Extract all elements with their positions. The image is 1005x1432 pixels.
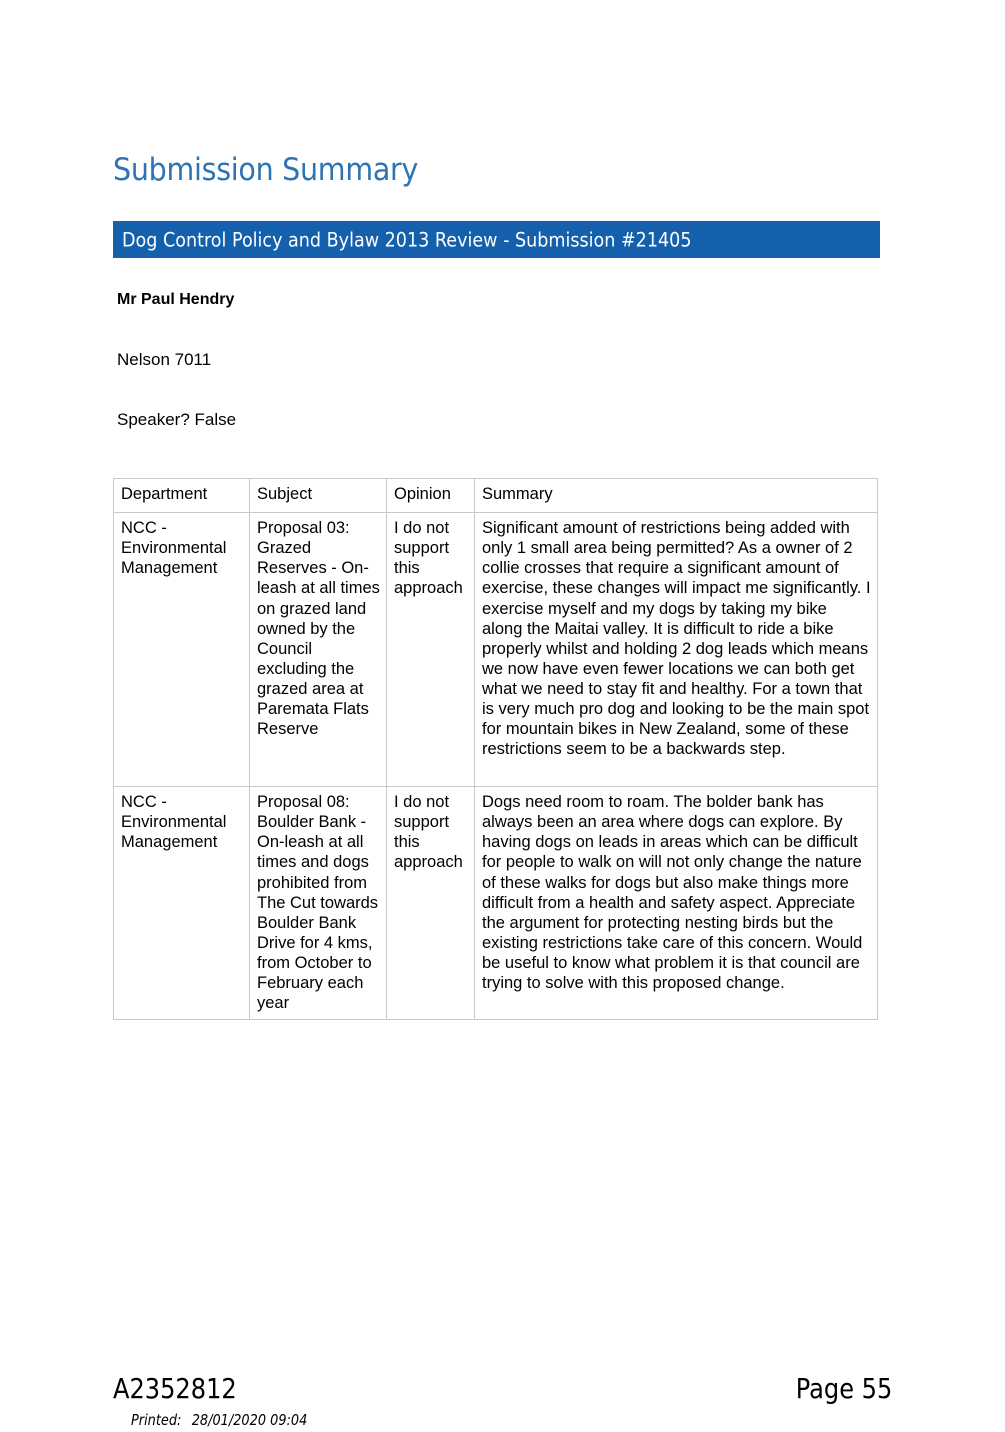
footer-printed-timestamp: 28/01/2020 09:04	[191, 1411, 308, 1429]
submitter-address: Nelson 7011	[117, 350, 212, 369]
cell-opinion: I do not support this approach	[387, 513, 475, 787]
cell-summary: Dogs need room to roam. The bolder bank has always been an area where dogs can explore. By having dogs on leads in areas which can be difficult for people to walk on will not only change the nature of these walks for dogs but also make things more difficult from a health and safety aspect. Appreciate the argument for protecting nesting birds but the existing restrictions take care of this concern. Would be useful to know what problem it is that council are trying to solve with this proposed change.	[475, 787, 878, 1020]
cell-department: NCC - Environmental Management	[114, 787, 250, 1020]
column-header-subject: Subject	[250, 479, 387, 513]
column-header-summary: Summary	[475, 479, 878, 513]
column-header-department: Department	[114, 479, 250, 513]
submission-banner-label: Dog Control Policy and Bylaw 2013 Review - Submission #21405	[122, 228, 692, 251]
footer-printed	[131, 1411, 307, 1429]
table-header-row	[114, 479, 878, 513]
submission-table	[113, 478, 878, 1020]
submitter-name: Mr Paul Hendry	[117, 291, 235, 308]
footer-printed-label: Printed:	[131, 1411, 182, 1429]
cell-opinion: I do not support this approach	[387, 787, 475, 1020]
page-title: Submission Summary	[113, 152, 419, 188]
cell-subject: Proposal 03: Grazed Reserves - On-leash at all times on grazed land owned by the Council excluding the grazed area at Paremata Flats Reserve	[250, 513, 387, 787]
footer-document-reference: A2352812	[113, 1372, 237, 1405]
cell-summary: Significant amount of restrictions being added with only 1 small area being permitted? As a owner of 2 collie crosses that require a significant amount of exercise, these changes will impact me significantly. I exercise myself and my dogs by taking my bike along the Maitai valley. It is difficult to ride a bike properly whilst and holding 2 dog leads which means we now have even fewer locations we can both get what we need to stay fit and healthy. For a town that is very much pro dog and looking to be the main spot for mountain bikes in New Zealand, some of these restrictions seem to be a backwards step.	[475, 513, 878, 787]
table-row	[114, 513, 878, 787]
cell-department: NCC - Environmental Management	[114, 513, 250, 787]
table-row	[114, 787, 878, 1020]
column-header-opinion: Opinion	[387, 479, 475, 513]
submitter-speaker-status: Speaker? False	[117, 410, 237, 429]
cell-subject: Proposal 08: Boulder Bank - On-leash at all times and dogs prohibited from The Cut towards Boulder Bank Drive for 4 kms, from October to February each year	[250, 787, 387, 1020]
footer-page-number: Page 55	[795, 1372, 892, 1405]
submission-banner	[113, 221, 880, 258]
